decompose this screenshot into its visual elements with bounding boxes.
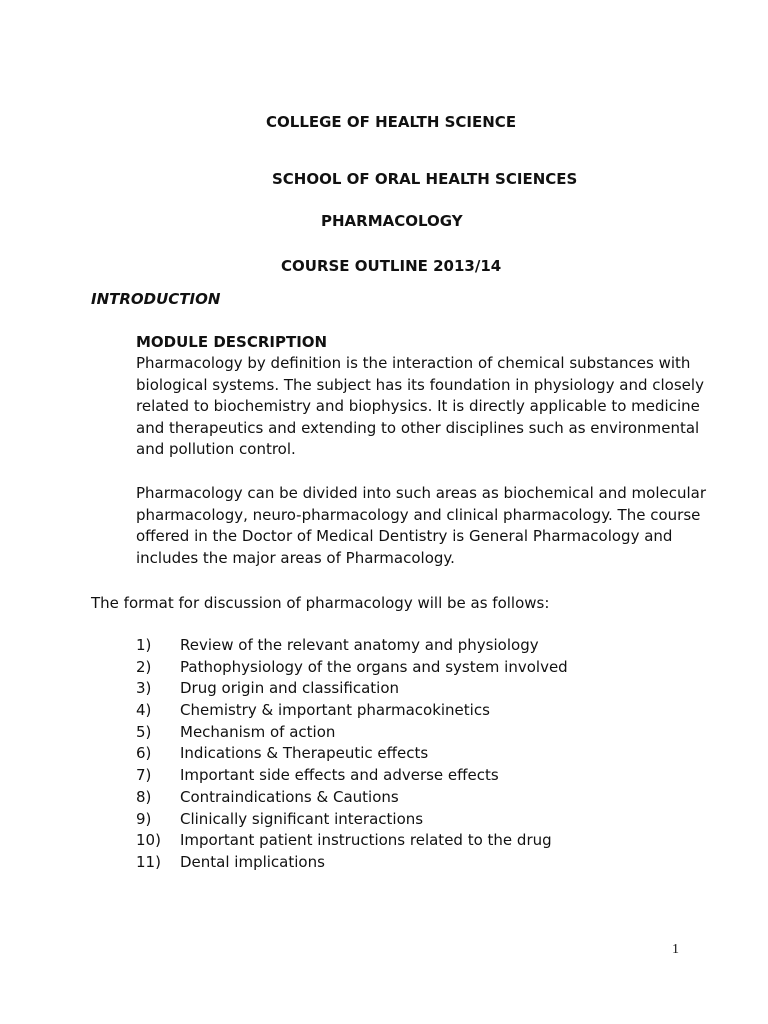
list-number: 11) bbox=[136, 852, 161, 871]
list-item-text: Dental implications bbox=[180, 852, 325, 871]
list-item bbox=[136, 635, 606, 657]
paragraph-line: Pharmacology can be divided into such areas as biochemical and molecular bbox=[136, 484, 706, 502]
paragraph-line: and therapeutics and extending to other disciplines such as environmental bbox=[136, 418, 700, 437]
list-item-text: Drug origin and classification bbox=[180, 679, 400, 698]
module-description-heading: MODULE DESCRIPTION bbox=[136, 333, 328, 351]
list-item bbox=[136, 700, 606, 722]
course-outline-heading: COURSE OUTLINE 2013/14 bbox=[281, 257, 502, 275]
list-item bbox=[136, 678, 606, 700]
paragraph-line: related to biochemistry and biophysics. It is directly applicable to medicine bbox=[136, 397, 700, 416]
pharmacology-areas-paragraph bbox=[136, 483, 706, 569]
page-number: 1 bbox=[672, 942, 679, 957]
college-heading: COLLEGE OF HEALTH SCIENCE bbox=[266, 113, 517, 131]
format-intro: The format for discussion of pharmacology will be as follows: bbox=[91, 594, 550, 612]
list-item-text: Indications & Therapeutic effects bbox=[180, 744, 429, 763]
paragraph-line: Pharmacology by definition is the interaction of chemical substances with bbox=[136, 354, 691, 372]
module-description-paragraph bbox=[136, 353, 704, 461]
list-number: 1) bbox=[136, 636, 152, 654]
paragraph-line: pharmacology, neuro-pharmacology and clinical pharmacology. The course bbox=[136, 505, 701, 524]
paragraph-line: offered in the Doctor of Medical Dentistry is General Pharmacology and bbox=[136, 527, 673, 546]
list-number: 3) bbox=[136, 679, 152, 698]
list-item bbox=[136, 830, 606, 852]
list-item-text: Clinically significant interactions bbox=[180, 809, 424, 828]
school-heading: SCHOOL OF ORAL HEALTH SCIENCES bbox=[272, 170, 578, 188]
list-item-text: Pathophysiology of the organs and system involved bbox=[180, 657, 568, 676]
paragraph-line: biological systems. The subject has its foundation in physiology and closely bbox=[136, 375, 704, 394]
paragraph-line: includes the major areas of Pharmacology. bbox=[136, 548, 455, 567]
list-item-text: Mechanism of action bbox=[180, 722, 336, 741]
paragraph-line: and pollution control. bbox=[136, 440, 296, 459]
list-number: 5) bbox=[136, 722, 152, 741]
list-item-text: Contraindications & Cautions bbox=[180, 787, 399, 806]
list-number: 6) bbox=[136, 744, 152, 763]
list-item bbox=[136, 657, 606, 679]
list-number: 2) bbox=[136, 657, 152, 676]
list-number: 10) bbox=[136, 831, 161, 850]
introduction-heading: INTRODUCTION bbox=[91, 290, 221, 308]
list-item bbox=[136, 765, 606, 787]
list-number: 8) bbox=[136, 787, 152, 806]
list-number: 4) bbox=[136, 701, 152, 720]
list-item-text: Important patient instructions related to the drug bbox=[180, 831, 552, 850]
list-number: 7) bbox=[136, 766, 152, 785]
subject-heading: PHARMACOLOGY bbox=[321, 212, 463, 230]
list-item bbox=[136, 787, 606, 809]
list-item bbox=[136, 743, 606, 765]
discussion-format-list bbox=[136, 635, 606, 874]
list-item-text: Review of the relevant anatomy and physiology bbox=[180, 636, 539, 654]
list-item bbox=[136, 722, 606, 744]
list-item bbox=[136, 809, 606, 831]
list-item-text: Important side effects and adverse effects bbox=[180, 766, 499, 785]
list-item-text: Chemistry & important pharmacokinetics bbox=[180, 701, 490, 720]
list-number: 9) bbox=[136, 809, 152, 828]
list-item bbox=[136, 852, 606, 874]
